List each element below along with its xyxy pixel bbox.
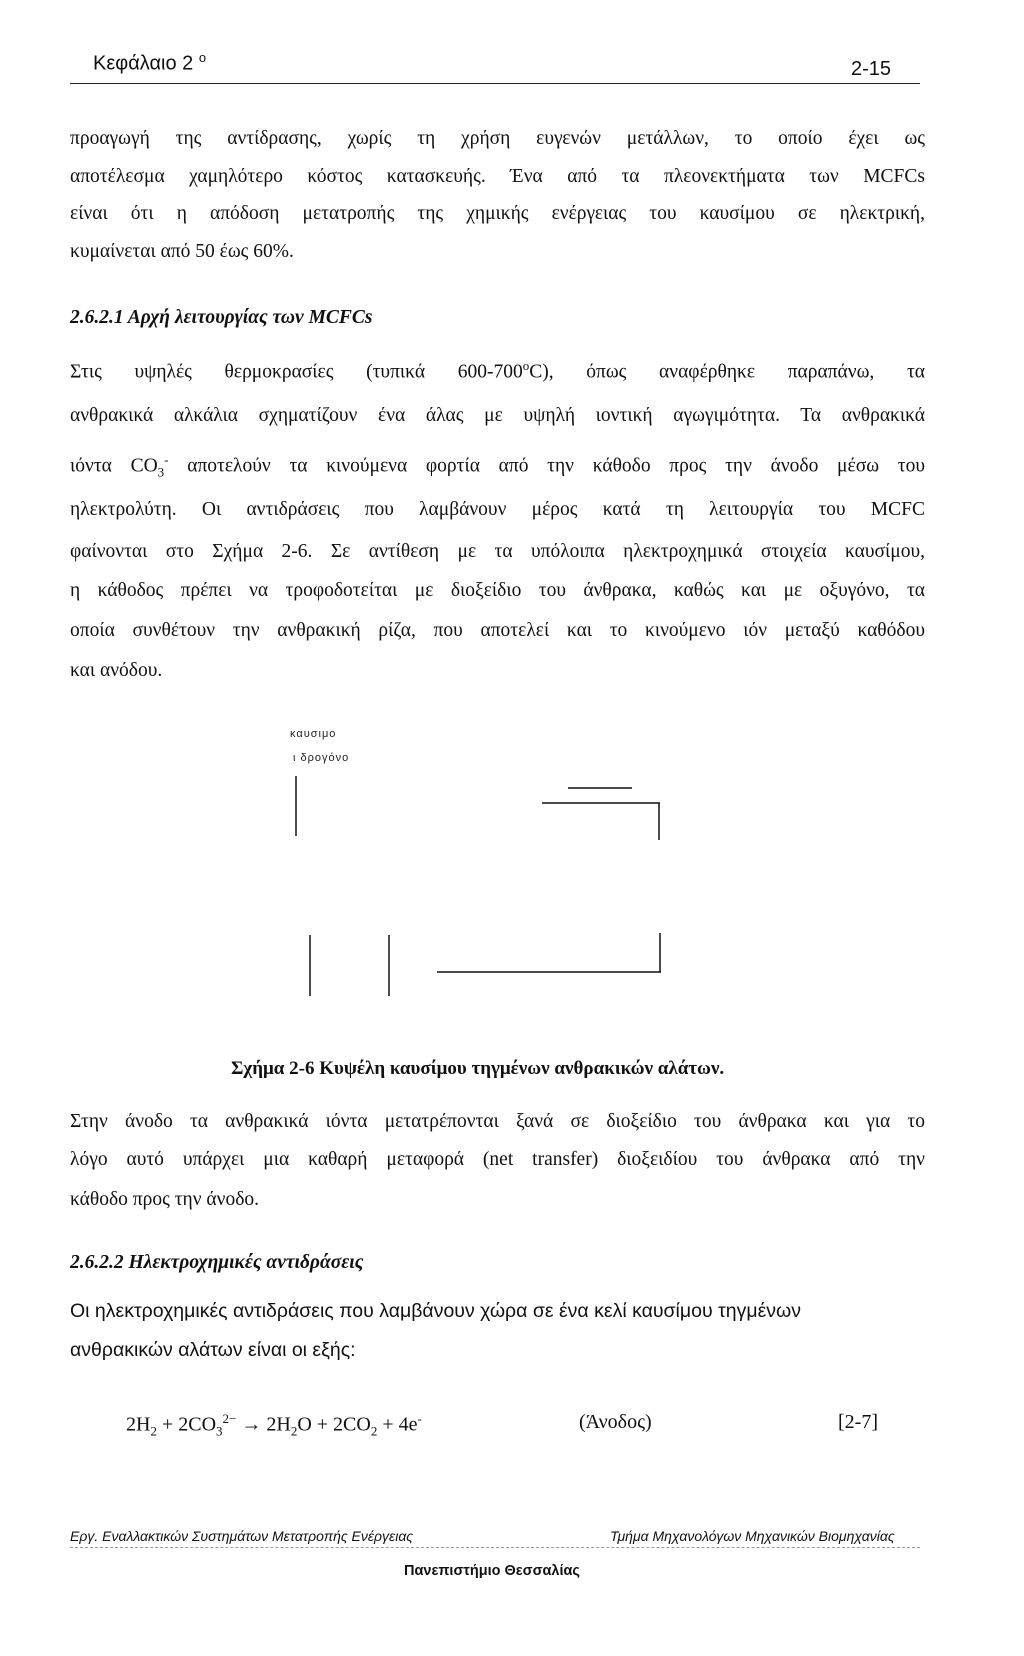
paragraph-1-line: είναι ότι η απόδοση μετατροπής της χημικής ενέργειας του καυσίμου σε ηλεκτρική, <box>70 203 925 224</box>
eq-superscript: 2− <box>222 1411 237 1426</box>
eq-term: 2H <box>126 1413 151 1436</box>
eq-subscript: 3 <box>216 1423 223 1439</box>
superscript: - <box>164 452 169 467</box>
eq-term: O + 2CO <box>297 1413 371 1436</box>
figure-caption: Σχήμα 2-6 Κυψέλη καυσίμου τηγμένων ανθρακικών αλάτων. <box>231 1058 725 1079</box>
section-title: Αρχή λειτουργίας των MCFCs <box>127 307 373 328</box>
section-title: Ηλεκτροχημικές αντιδράσεις <box>128 1252 364 1273</box>
text-span: C), όπως αναφέρθηκε παραπάνω, τα <box>529 361 926 383</box>
eq-term: 2H <box>266 1413 291 1436</box>
figure-label: ι δρογόνο <box>293 752 350 764</box>
paragraph-2-line: ηλεκτρολύτη. Οι αντιδράσεις που λαμβάνουν μέρος κατά τη λειτουργία του MCFC <box>70 499 925 520</box>
equation-2-7 <box>126 1411 422 1440</box>
eq-subscript: 2 <box>150 1423 157 1439</box>
chapter-label <box>93 50 206 76</box>
paragraph-2-line: οποία συνθέτουν την ανθρακική ρίζα, που αποτελεί και το κινούμενο ιόν μεταξύ καθόδου <box>70 620 925 641</box>
text-span: Στις υψηλές θερμοκρασίες (τυπικά 600-700 <box>70 361 523 383</box>
page-number: 2-15 <box>851 58 892 80</box>
paragraph-2-line: και ανόδου. <box>70 660 163 681</box>
eq-subscript: 2 <box>290 1423 298 1439</box>
paragraph-4-line: ανθρακικών αλάτων είναι οι εξής: <box>70 1339 356 1361</box>
reaction-arrow: → <box>236 1413 267 1436</box>
eq-term: + 2CO <box>156 1413 217 1436</box>
eq-superscript: - <box>417 1411 422 1426</box>
paragraph-4-line: Οι ηλεκτροχημικές αντιδράσεις που λαμβάνουν χώρα σε ένα κελί καυσίμου τηγμένων <box>70 1300 801 1322</box>
paragraph-2-line: ανθρακικά αλκάλια σχηματίζουν ένα άλας με υψηλή ιοντική αγωγιμότητα. Τα ανθρακικά <box>70 405 925 426</box>
section-heading-2 <box>70 1252 363 1274</box>
paragraph-3-line: κάθοδο προς την άνοδο. <box>70 1189 260 1210</box>
paragraph-2-line <box>70 358 925 384</box>
equation-number: [2-7] <box>838 1411 878 1433</box>
figure-label: καυσιμο <box>290 728 337 740</box>
section-heading-1 <box>70 307 373 329</box>
footer-rule <box>70 1547 920 1548</box>
chapter-label-text: Κεφάλαιο 2 <box>93 52 194 75</box>
equation-label: (Άνοδος) <box>579 1411 652 1433</box>
paragraph-2-line <box>70 452 925 480</box>
subscript: 3 <box>157 464 165 480</box>
footer-right: Τμήμα Μηχανολόγων Μηχανικών Βιομηχανίας <box>610 1528 895 1544</box>
paragraph-1-line: κυμαίνεται από 50 έως 60%. <box>70 241 294 262</box>
header-rule <box>70 83 920 84</box>
paragraph-2-line: η κάθοδος πρέπει να τροφοδοτείται με διοξείδιο του άνθρακα, καθώς και με οξυγόνο, τα <box>70 580 925 601</box>
section-number: 2.6.2.2 <box>70 1252 124 1273</box>
text-span: αποτελούν τα κινούμενα φορτία από την κάθοδο προς την άνοδο μέσω του <box>168 455 925 477</box>
text-span: ιόντα CO <box>70 455 158 477</box>
figure-diagram <box>0 760 1024 1020</box>
chapter-superscript: ο <box>198 50 207 65</box>
footer-left: Εργ. Εναλλακτικών Συστημάτων Μετατροπής Ενέργειας <box>70 1528 414 1544</box>
paragraph-3-line: Στην άνοδο τα ανθρακικά ιόντα μετατρέπονται ξανά σε διοξείδιο του άνθρακα και για το <box>70 1111 925 1132</box>
paragraph-1-line: προαγωγή της αντίδρασης, χωρίς τη χρήση ευγενών μετάλλων, το οποίο έχει ως <box>70 128 925 149</box>
eq-subscript: 2 <box>370 1423 378 1439</box>
paragraph-3-line: λόγο αυτό υπάρχει μια καθαρή μεταφορά (net transfer) διοξειδίου του άνθρακα από την <box>70 1149 925 1170</box>
eq-term: + 4e <box>377 1413 418 1436</box>
paragraph-2-line: φαίνονται στο Σχήμα 2-6. Σε αντίθεση με τα υπόλοιπα ηλεκτροχημικά στοιχεία καυσίμου, <box>70 541 925 562</box>
degree-superscript: ο <box>522 358 530 373</box>
section-number: 2.6.2.1 <box>70 307 124 328</box>
paragraph-1-line: αποτέλεσμα χαμηλότερο κόστος κατασκευής. Ένα από τα πλεονεκτήματα των MCFCs <box>70 166 925 187</box>
footer-center: Πανεπιστήμιο Θεσσαλίας <box>404 1563 580 1579</box>
